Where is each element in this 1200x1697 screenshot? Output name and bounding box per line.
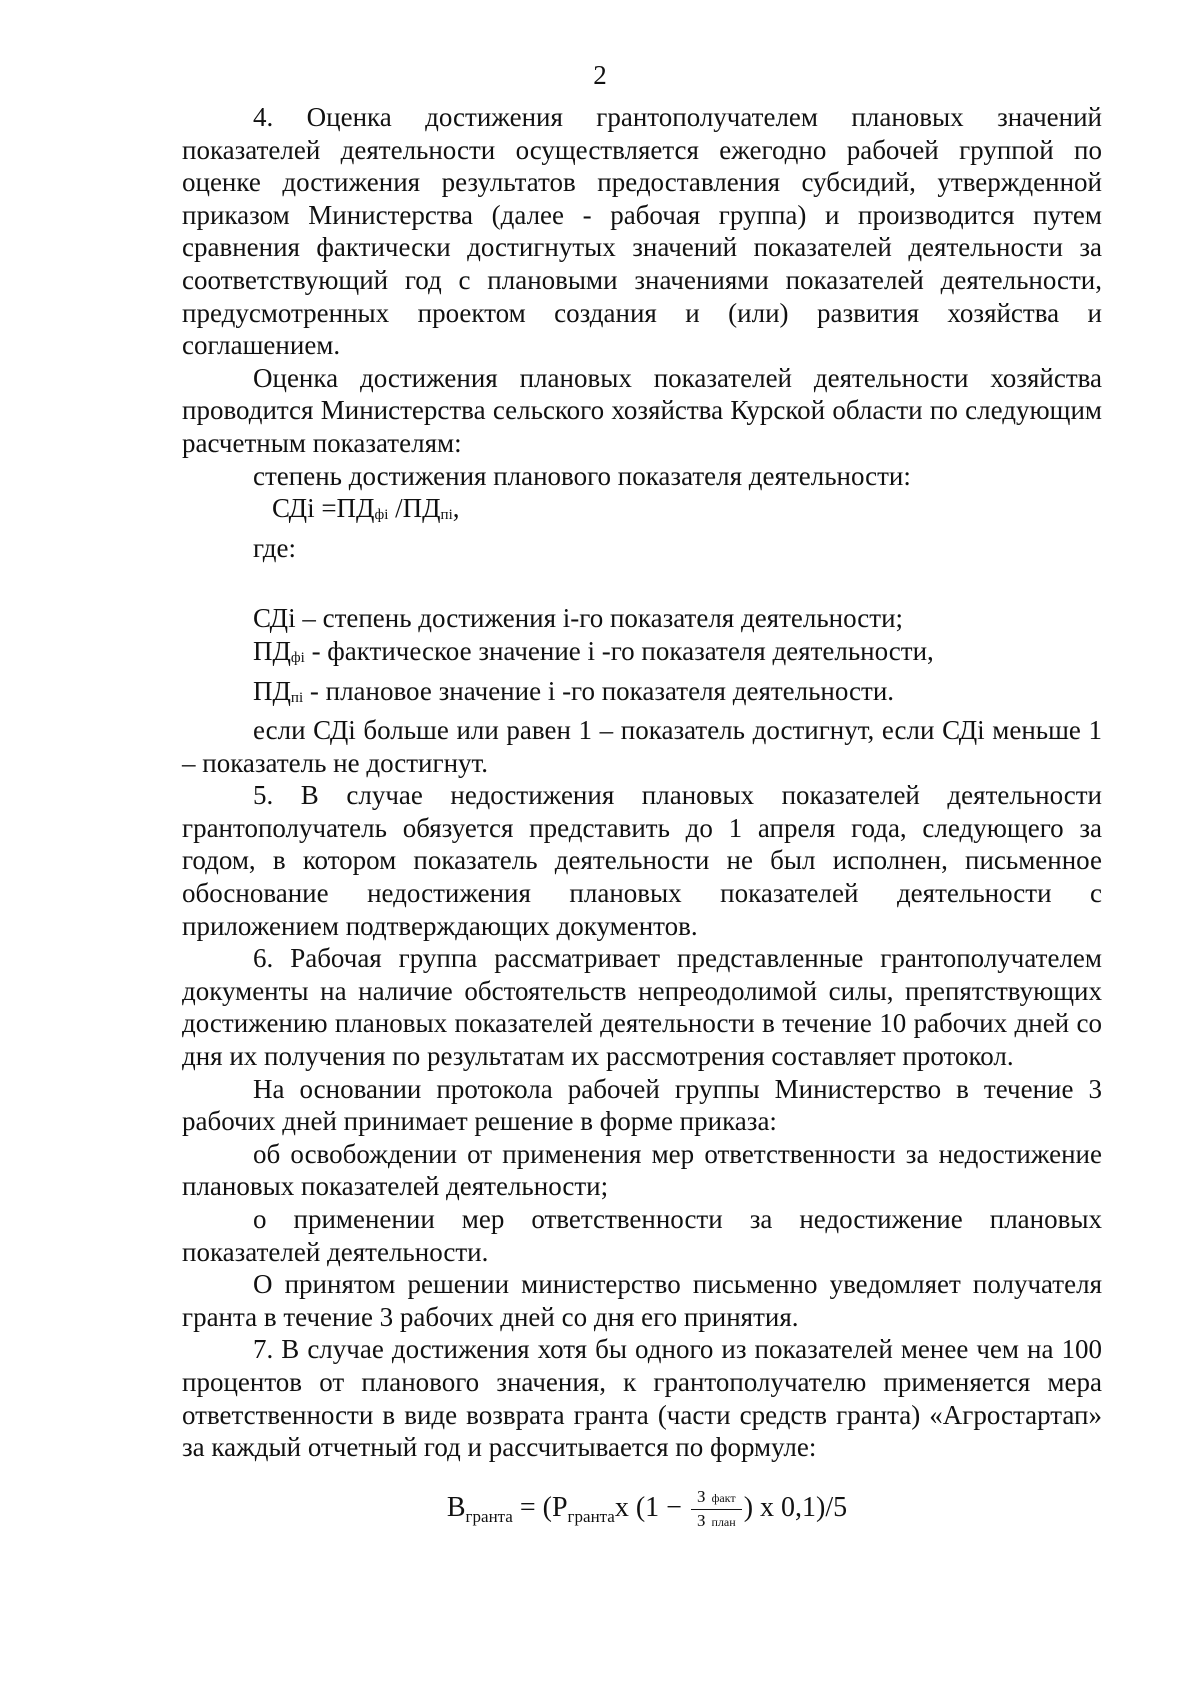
definition-pd-plan-symbol: ПД [253, 675, 291, 706]
document-body [182, 101, 1102, 1533]
definition-sdi [182, 602, 1102, 635]
definition-pd-fact-symbol: ПД [253, 635, 291, 666]
paragraph-6-application: о применении мер ответственности за недостижение плановых показателей деятельности. [182, 1204, 1102, 1267]
paragraph-6: 6. Рабочая группа рассматривает представленные грантополучателем документы на наличие обстоятельств непреодолимой силы, препятствующих достижению плановых показателей деятельности в течение 10 рабочих дней со дня их получения по результатам их рассмотрения составляет протокол. [182, 943, 1102, 1072]
paragraph-6-notice: О принятом решении министерство письменно уведомляет получателя гранта в течение 3 рабочих дней со дня его принятия. [182, 1269, 1102, 1332]
formula-degree-mid: /ПД [388, 493, 441, 524]
paragraph-7: 7. В случае достижения хотя бы одного из показателей менее чем на 100 процентов от планового значения, к грантополучателю применяется мера ответственности в виде возврата гранта (части средств гранта) «Агростартап» за каждый отчетный год и рассчитывается по формуле: [182, 1334, 1102, 1463]
formula-grant-tail: ) х 0,1)/5 [743, 1491, 848, 1523]
formula-degree-lhs: СДi =ПД [272, 493, 375, 524]
definition-sdi-text: – степень достижения i-го показателя деятельности; [295, 603, 904, 634]
fraction-numerator [691, 1486, 742, 1510]
paragraph-6-exemption: об освобождении от применения мер ответственности за недостижение плановых показателей деятельности; [182, 1138, 1102, 1202]
definition-pd-fact-sub: фi [290, 649, 305, 666]
page-number: 2 [593, 60, 607, 90]
definition-pd-plan [182, 675, 1102, 715]
fraction-numerator-symbol: З [697, 1486, 706, 1506]
formula-grant-eq: = (Р [512, 1491, 568, 1523]
paragraph-6-decision: На основании протокола рабочей группы Министерство в течение 3 рабочих дней принимает решение в форме приказа: [182, 1073, 1102, 1137]
definition-sdi-symbol: СДi [253, 603, 296, 634]
paragraph-4: 4. Оценка достижения грантополучателем плановых значений показателей деятельности осуществляется ежегодно рабочей группой по оценке достижения результатов предоставления субсидий, утвержденной приказом Министерства (далее - рабочая группа) и производится путем сравнения фактически достигнутых значений показателей деятельности за соответствующий год с плановыми значениями показателей деятельности, предусмотренных проектом создания и (или) развития хозяйства и соглашением. [182, 102, 1102, 361]
paragraph-4-degree: степень достижения планового показателя деятельности: [253, 460, 911, 491]
fraction-denominator [691, 1510, 742, 1533]
paragraph-5: 5. В случае недостижения плановых показателей деятельности грантополучатель обязуется представить до 1 апреля года, следующего за годом, в котором показатель деятельности не был исполнен, письменное обоснование недостижения плановых показателей деятельности с приложением подтверждающих документов. [182, 780, 1102, 941]
paragraph-4-assessment: Оценка достижения плановых показателей деятельности хозяйства проводится Министерства сельского хозяйства Курской области по следующим расчетным показателям: [182, 362, 1102, 458]
formula-degree-tail: , [452, 493, 460, 524]
fraction-denominator-symbol: З [696, 1510, 706, 1530]
formula-grant-b-sub: гранта [465, 1506, 513, 1526]
formula-grant-x1: х (1 − [614, 1491, 682, 1523]
fraction-denominator-sub: план [711, 1514, 736, 1529]
definition-pd-plan-text: - плановое значение i -го показателя деятельности. [303, 675, 895, 706]
formula-degree-sub-plan: пi [440, 507, 453, 524]
formula-degree [182, 492, 1102, 532]
where-label: где: [253, 532, 296, 563]
condition-paragraph: если СДi больше или равен 1 – показатель достигнут, если СДi меньше 1 – показатель не достигнут. [182, 715, 1102, 778]
formula-grant-b: В [446, 1491, 466, 1523]
formula-grant-p-sub: гранта [567, 1506, 615, 1526]
fraction-numerator-sub: факт [711, 1490, 736, 1505]
definition-pd-fact [182, 635, 1102, 675]
formula-grant-return [182, 1486, 1102, 1534]
formula-degree-sub-fact: фi [374, 507, 389, 524]
definition-pd-plan-sub: пi [290, 689, 304, 706]
formula-grant-fraction [691, 1486, 742, 1533]
definition-pd-fact-text: - фактическое значение i -го показателя деятельности, [304, 635, 934, 666]
